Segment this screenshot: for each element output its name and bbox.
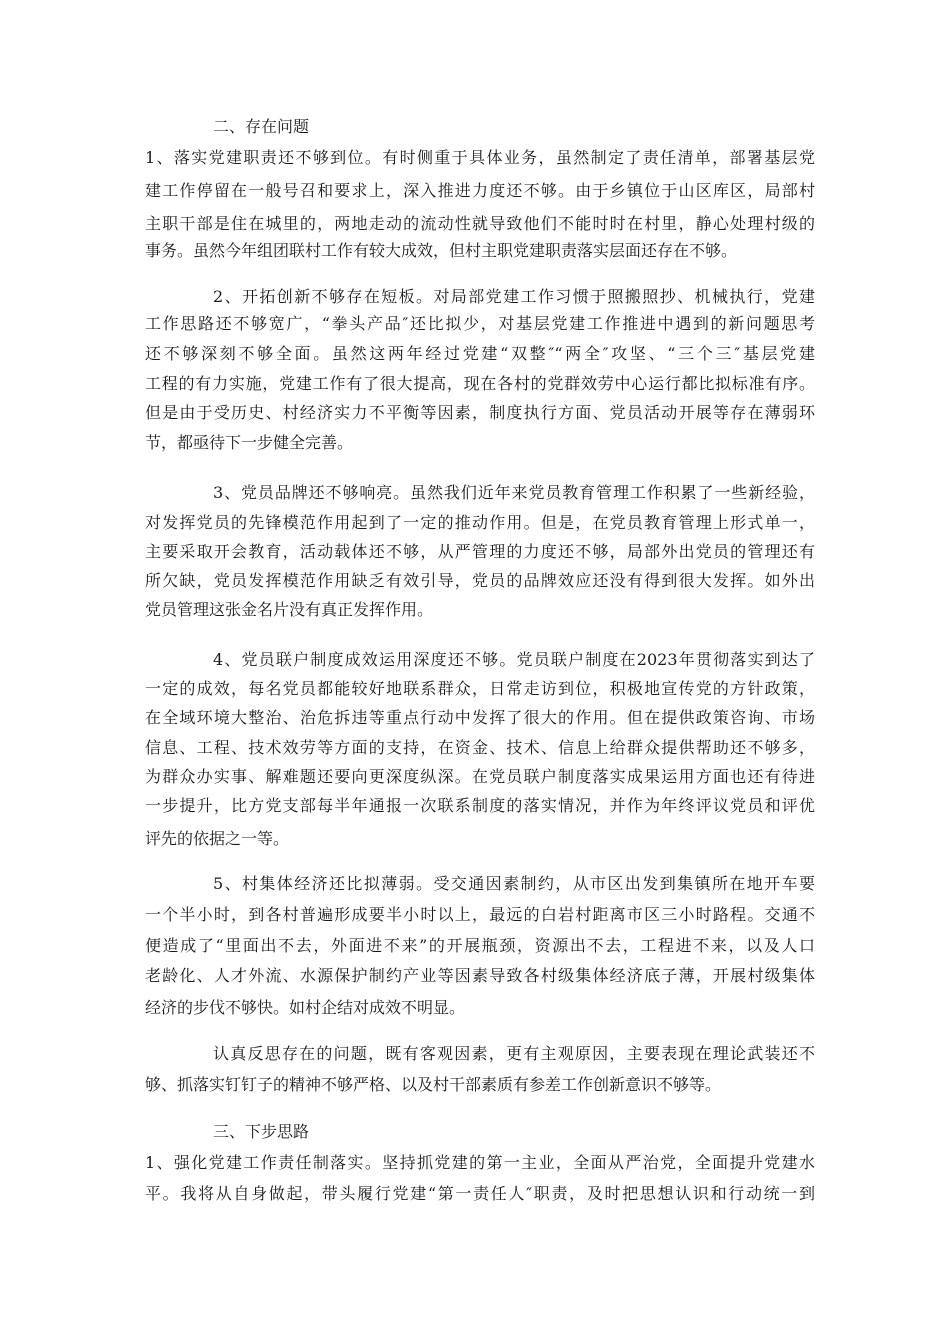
paragraph-line: 在全域环境大整治、治危拆违等重点行动中发挥了很大的作用。但在提供政策咨询、市场 — [145, 708, 815, 727]
paragraph-line: 为群众办实事、解难题还要向更深度纵深。在党员联户制度落实成果运用方面也还有待进 — [145, 767, 815, 786]
paragraph-line: 所欠缺，党员发挥模范作用缺乏有效引导，党员的品牌效应还没有得到很大发挥。如外出 — [145, 571, 815, 590]
paragraph-line: 信息、工程、技术效劳等方面的支持，在资金、技术、信息上给群众提供帮助还不够多， — [145, 738, 815, 757]
section-heading-problems: 二、存在问题 — [213, 117, 310, 136]
paragraph-line: 一定的成效，每名党员都能较好地联系群众，日常走访到位，积极地宣传党的方针政策， — [145, 679, 815, 698]
paragraph-line: 工作思路还不够宽广，“拳头产品″还比拟少，对基层党建工作推进中遇到的新问题思考 — [145, 314, 815, 333]
paragraph-line: 2、开拓创新不够存在短板。对局部党建工作习惯于照搬照抄、机械执行，党建 — [213, 287, 815, 306]
paragraph-line: 评先的依据之一等。 — [145, 829, 290, 848]
paragraph-line: 但是由于受历史、村经济实力不平衡等因素，制度执行方面、党员活动开展等存在薄弱环 — [145, 403, 815, 422]
paragraph-line: 便造成了“里面出不去，外面进不来”的开展瓶颈，资源出不去，工程进不来，以及人口 — [145, 936, 815, 955]
paragraph-line: 平。我将从自身做起，带头履行党建“第一责任人″职责，及时把思想认识和行动统一到 — [145, 1184, 815, 1203]
paragraph-line: 一步提升，比方党支部每半年通报一次联系制度的落实情况，并作为年终评议党员和评优 — [145, 796, 815, 815]
paragraph-line: 3、党员品牌还不够响亮。虽然我们近年来党员教育管理工作积累了一些新经验， — [213, 483, 815, 502]
paragraph-line: 对发挥党员的先锋模范作用起到了一定的推动作用。但是，在党员教育管理上形式单一， — [145, 513, 815, 532]
paragraph-line: 党员管理这张金名片没有真正发挥作用。 — [145, 600, 434, 619]
paragraph-line: 5、村集体经济还比拟薄弱。受交通因素制约，从市区出发到集镇所在地开车要 — [213, 874, 815, 893]
paragraph-line: 还不够深刻不够全面。虽然这两年经过党建“双整″“两全″攻坚、“三个三″基层党建 — [145, 344, 815, 363]
paragraph-line: 1、强化党建工作责任制落实。坚持抓党建的第一主业，全面从严治党，全面提升党建水 — [145, 1153, 815, 1172]
paragraph-line: 认真反思存在的问题，既有客观因素，更有主观原因，主要表现在理论武装还不 — [213, 1044, 815, 1063]
paragraph-line: 1、落实党建职责还不够到位。有时侧重于具体业务，虽然制定了责任清单，部署基层党 — [145, 148, 815, 167]
paragraph-line: 主职干部是住在城里的，两地走动的流动性就导致他们不能时时在村里，静心处理村级的 — [145, 214, 815, 233]
paragraph-line: 够、抓落实钉钉子的精神不够严格、以及村干部素质有参差工作创新意识不够等。 — [145, 1075, 722, 1094]
paragraph-line: 经济的步伐不够快。如村企结对成效不明显。 — [145, 998, 466, 1017]
paragraph-line: 老龄化、人才外流、水源保护制约产业等因素导致各村级集体经济底子薄，开展村级集体 — [145, 966, 815, 985]
paragraph-line: 节，都亟待下一步健全完善。 — [145, 433, 354, 452]
paragraph-line: 主要采取开会教育，活动载体还不够，从严管理的力度还不够，局部外出党员的管理还有 — [145, 542, 815, 561]
paragraph-line: 工程的有力实施，党建工作有了很大提高，现在各村的党群效劳中心运行都比拟标准有序。 — [145, 374, 815, 393]
section-heading-next-steps: 三、下步思路 — [213, 1122, 310, 1141]
paragraph-line: 4、党员联户制度成效运用深度还不够。党员联户制度在2023年贯彻落实到达了 — [213, 650, 815, 669]
paragraph-line: 事务。虽然今年组团联村工作有较大成效，但村主职党建职责落实层面还存在不够。 — [145, 241, 738, 260]
paragraph-line: 建工作停留在一般号召和要求上，深入推进力度还不够。由于乡镇位于山区库区，局部村 — [145, 181, 815, 200]
paragraph-line: 一个半小时，到各村普遍形成要半小时以上，最远的白岩村距离市区三小时路程。交通不 — [145, 905, 815, 924]
